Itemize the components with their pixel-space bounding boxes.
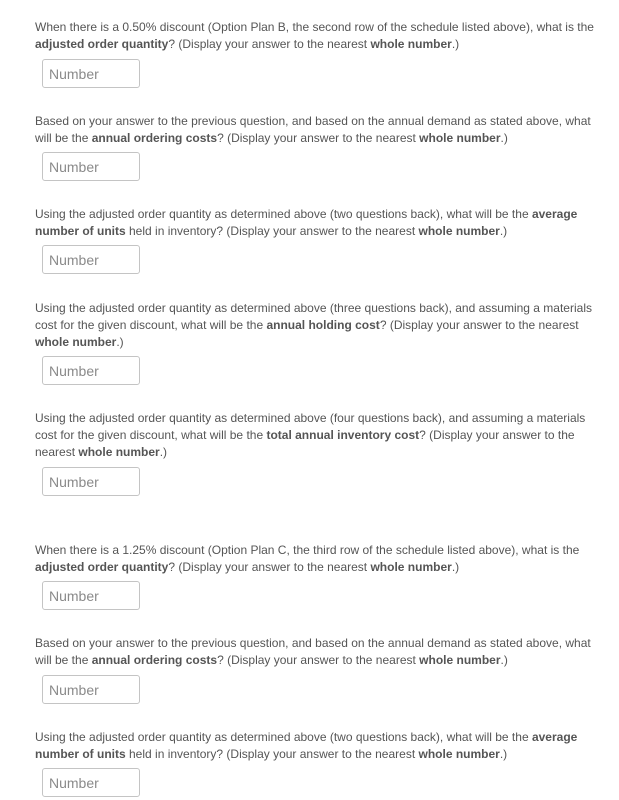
question-prompt xyxy=(35,206,600,240)
question-block xyxy=(35,635,600,669)
prompt-emphasis: average number of units xyxy=(35,207,578,238)
answer-input[interactable] xyxy=(42,467,140,496)
prompt-emphasis: whole number xyxy=(370,37,452,51)
answer-input[interactable] xyxy=(42,581,140,610)
question-prompt xyxy=(35,19,600,53)
prompt-text: When there is a 1.25% discount (Option Plan C, the third row of the schedule listed above), what is the xyxy=(35,543,580,557)
prompt-text: .) xyxy=(116,335,124,349)
prompt-text: .) xyxy=(451,37,460,51)
question-block xyxy=(35,729,600,763)
prompt-text: ? (Display your answer to the nearest xyxy=(379,318,579,332)
answer-input[interactable] xyxy=(42,59,140,88)
prompt-emphasis: whole number xyxy=(418,747,500,761)
question-block xyxy=(35,542,600,576)
question-prompt xyxy=(35,542,600,576)
prompt-text: ? (Display your answer to the nearest xyxy=(35,428,575,459)
prompt-text: Based on your answer to the previous question, and based on the annual demand as stated above, what will be the xyxy=(35,114,591,145)
answer-input[interactable] xyxy=(42,356,140,385)
prompt-text: Using the adjusted order quantity as determined above (two questions back), what will be the xyxy=(35,207,532,221)
prompt-text: held in inventory? (Display your answer to the nearest xyxy=(125,747,419,761)
prompt-emphasis: whole number xyxy=(35,335,117,349)
prompt-emphasis: whole number xyxy=(419,131,501,145)
prompt-text: .) xyxy=(500,131,508,145)
question-block xyxy=(35,19,600,53)
answer-input[interactable] xyxy=(42,675,140,704)
prompt-text: Using the adjusted order quantity as determined above (four questions back), and assuming a materials cost for the given discount, what will be the xyxy=(35,411,586,442)
prompt-text: ? (Display your answer to the nearest xyxy=(217,653,420,667)
answer-input[interactable] xyxy=(42,768,140,797)
prompt-text: .) xyxy=(499,747,508,761)
prompt-text: .) xyxy=(500,653,508,667)
prompt-text: ? (Display your answer to the nearest xyxy=(168,560,371,574)
prompt-emphasis: annual holding cost xyxy=(266,318,380,332)
prompt-text: .) xyxy=(451,560,460,574)
prompt-emphasis: average number of units xyxy=(35,730,578,761)
prompt-emphasis: whole number xyxy=(370,560,452,574)
question-block xyxy=(35,206,600,240)
prompt-emphasis: adjusted order quantity xyxy=(35,37,169,51)
prompt-emphasis: adjusted order quantity xyxy=(35,560,169,574)
prompt-text: Using the adjusted order quantity as determined above (two questions back), what will be the xyxy=(35,730,532,744)
prompt-text: ? (Display your answer to the nearest xyxy=(168,37,371,51)
question-block xyxy=(35,410,600,461)
prompt-text: .) xyxy=(159,445,168,459)
question-prompt xyxy=(35,729,600,763)
prompt-emphasis: whole number xyxy=(418,224,500,238)
answer-input[interactable] xyxy=(42,245,140,274)
prompt-text: .) xyxy=(499,224,508,238)
prompt-text: When there is a 0.50% discount (Option Plan B, the second row of the schedule listed above), what is the xyxy=(35,20,594,34)
prompt-text: Based on your answer to the previous question, and based on the annual demand as stated above, what will be the xyxy=(35,636,591,667)
prompt-text: Using the adjusted order quantity as determined above (three questions back), and assuming a materials cost for the given discount, what will be the xyxy=(35,301,592,332)
prompt-emphasis: annual ordering costs xyxy=(91,131,218,145)
question-block xyxy=(35,300,600,351)
answer-input[interactable] xyxy=(42,152,140,181)
prompt-emphasis: whole number xyxy=(78,445,160,459)
prompt-emphasis: whole number xyxy=(419,653,501,667)
question-prompt xyxy=(35,300,600,351)
question-prompt xyxy=(35,113,600,147)
prompt-text: ? (Display your answer to the nearest xyxy=(217,131,420,145)
question-prompt xyxy=(35,410,600,461)
question-block xyxy=(35,113,600,147)
prompt-emphasis: annual ordering costs xyxy=(91,653,218,667)
prompt-emphasis: total annual inventory cost xyxy=(266,428,420,442)
prompt-text: held in inventory? (Display your answer to the nearest xyxy=(125,224,419,238)
question-prompt xyxy=(35,635,600,669)
